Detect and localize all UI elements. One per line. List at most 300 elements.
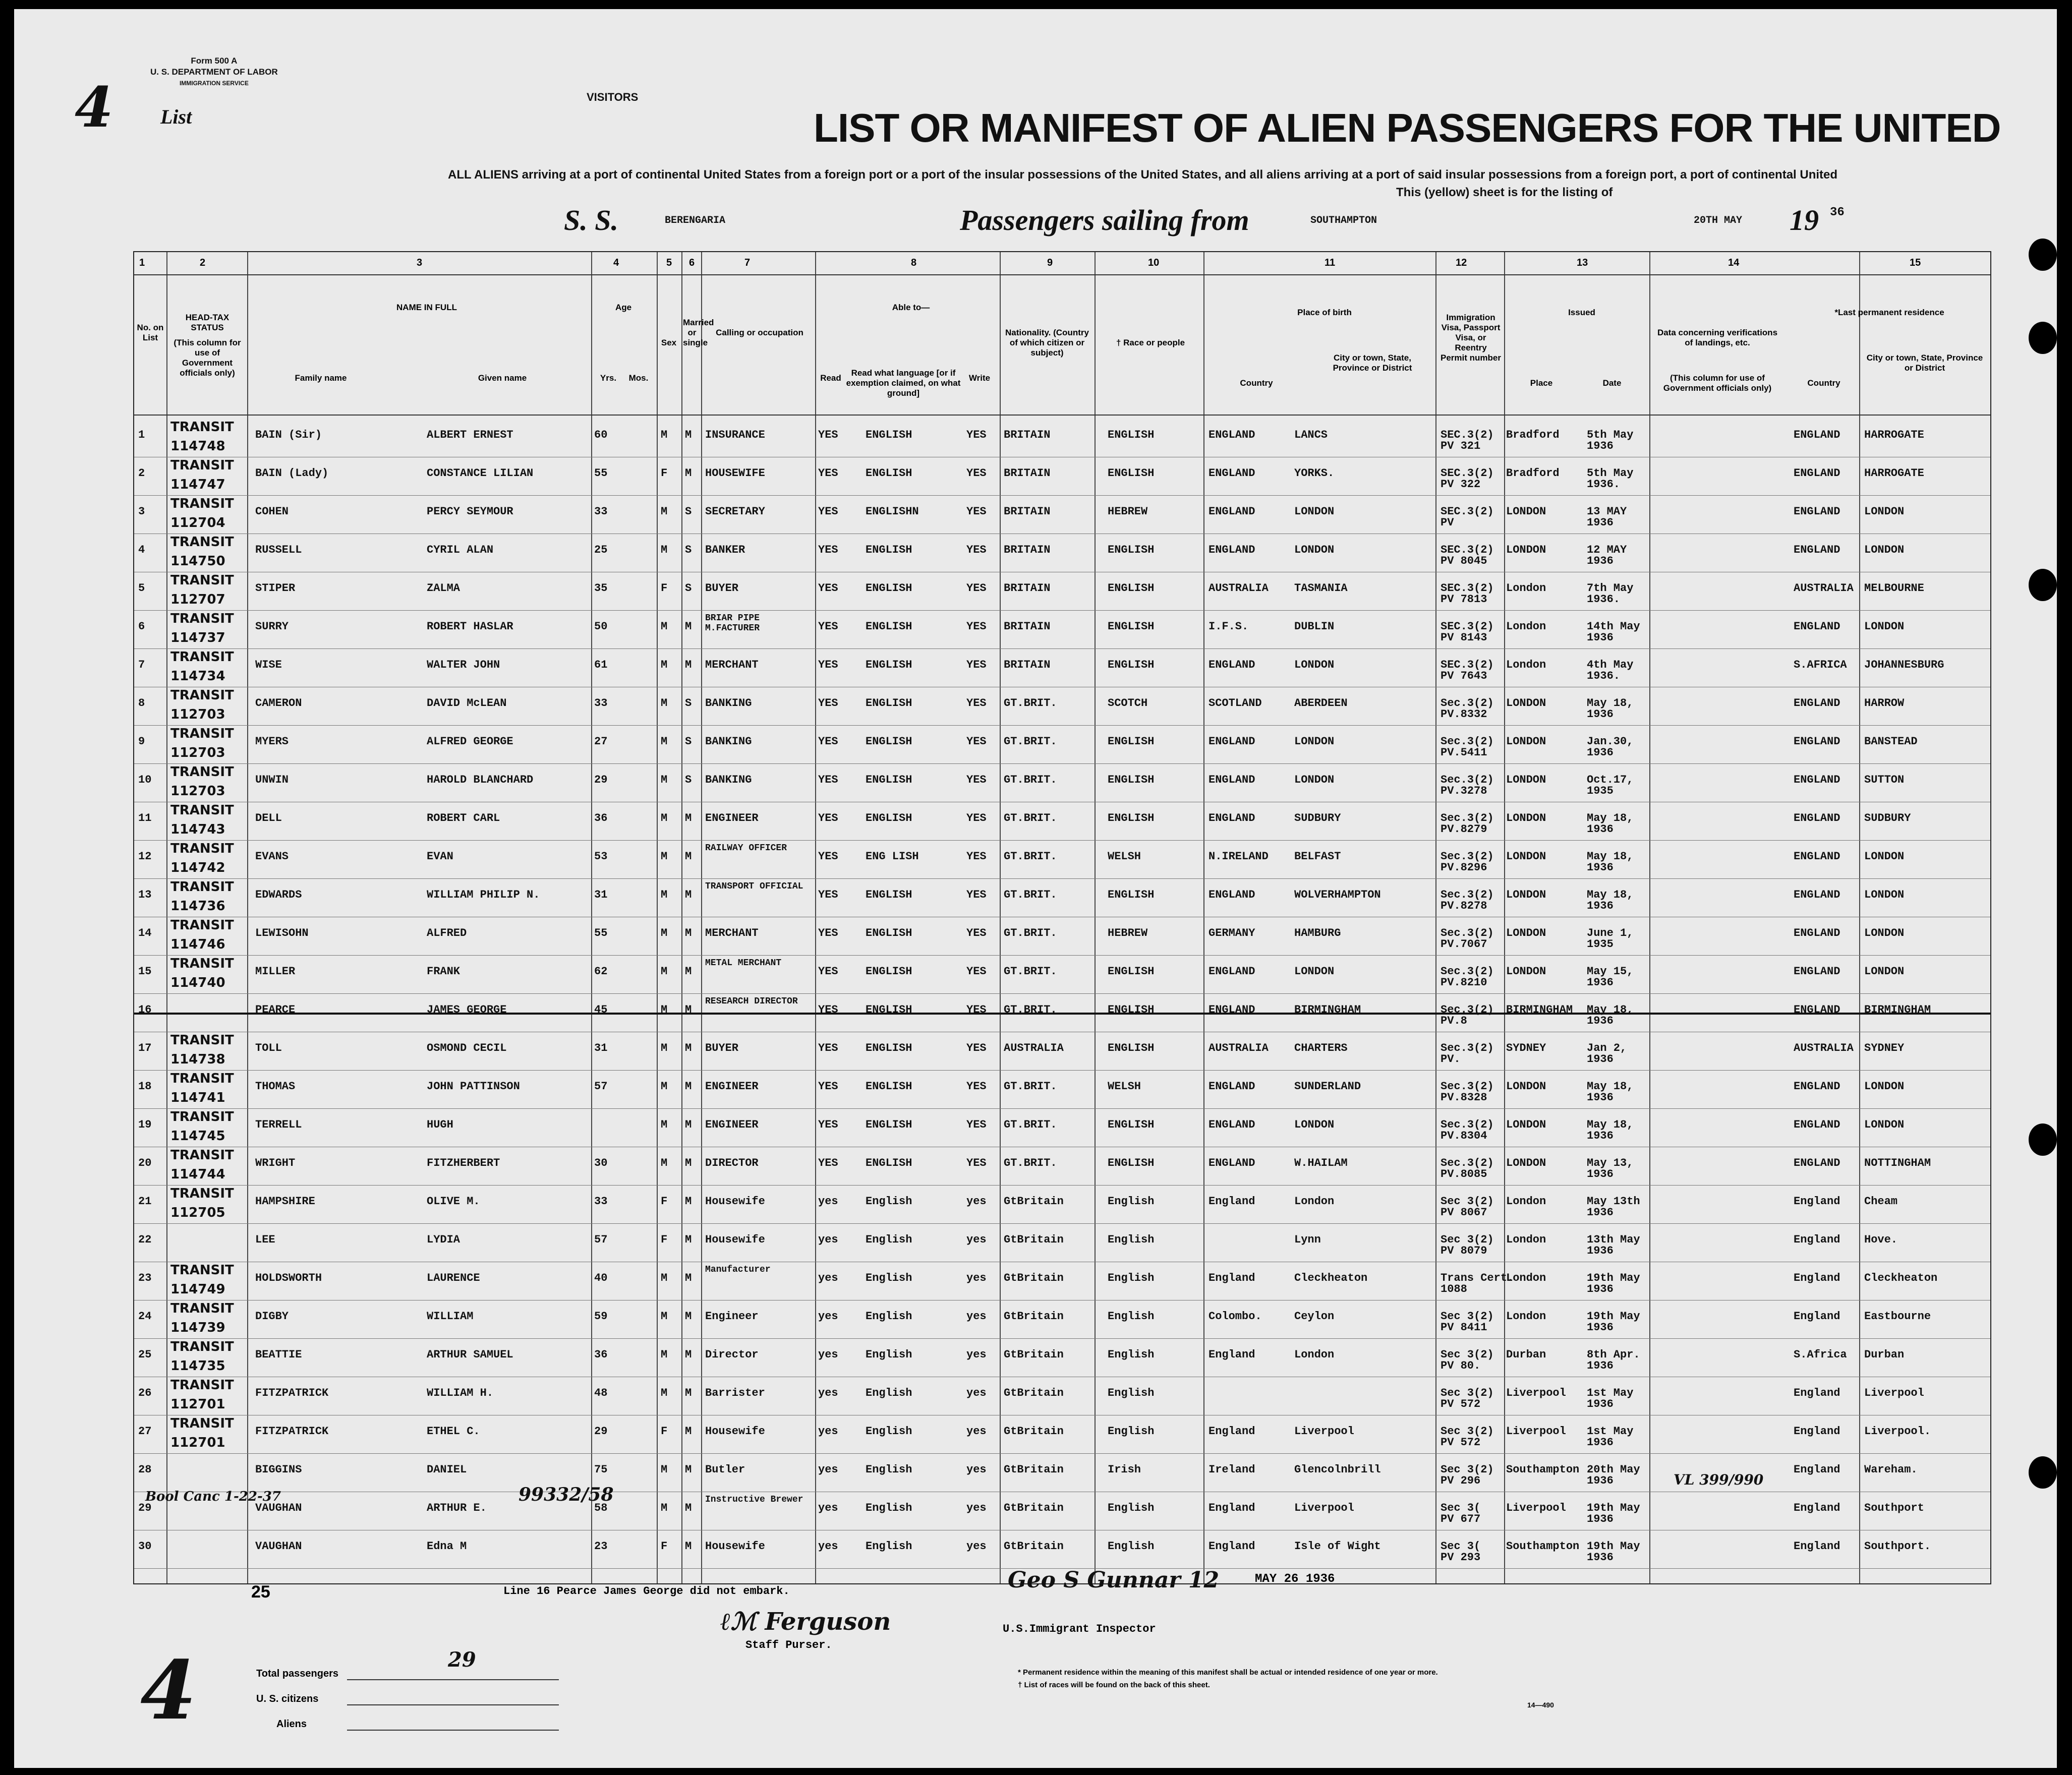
birth-country: AUSTRALIA xyxy=(1208,1042,1269,1054)
read: YES xyxy=(818,850,838,863)
issue-year: 1936 xyxy=(1587,861,1614,874)
issue-place: Liverpool xyxy=(1506,1502,1566,1514)
occupation: BANKING xyxy=(705,697,752,709)
sex: M xyxy=(661,1502,668,1514)
occupation: ENGINEER xyxy=(705,812,759,824)
birth-city: Glencolnbrill xyxy=(1294,1463,1381,1476)
headtax-status: TRANSIT xyxy=(170,1071,234,1086)
row-number: 23 xyxy=(138,1272,152,1284)
language: English xyxy=(866,1348,912,1361)
residence-country: ENGLAND xyxy=(1794,1003,1840,1016)
header-sex: Sex xyxy=(661,338,677,347)
given-name: OSMOND CECIL xyxy=(427,1042,507,1054)
column-number: 3 xyxy=(417,257,423,268)
birth-city: DUBLIN xyxy=(1294,620,1335,633)
given-name: FITZHERBERT xyxy=(427,1157,500,1169)
marital-status: M xyxy=(685,1540,692,1553)
column-number: 13 xyxy=(1577,257,1588,268)
header-language: Read what language [or if exemption claimed, on what ground] xyxy=(846,368,961,398)
visa: Sec.3(2) xyxy=(1441,965,1494,978)
residence-city: Durban xyxy=(1864,1348,1905,1361)
family-name: VAUGHAN xyxy=(255,1502,302,1514)
sex: M xyxy=(661,889,668,901)
header-able: Able to— xyxy=(892,303,930,312)
visa-number: PV.8 xyxy=(1441,1015,1467,1027)
language: ENGLISH xyxy=(866,927,912,939)
visa-number: PV.8332 xyxy=(1441,708,1487,721)
residence-country: England xyxy=(1794,1272,1840,1284)
read: YES xyxy=(818,889,838,901)
headtax-status: TRANSIT xyxy=(170,535,234,550)
language: ENGLISH xyxy=(866,1003,912,1016)
row-number: 29 xyxy=(138,1502,152,1514)
issue-date: 4th May xyxy=(1587,659,1634,671)
visa-number: PV.8210 xyxy=(1441,976,1487,989)
visa-number: PV 7813 xyxy=(1441,593,1487,606)
residence-city: NOTTINGHAM xyxy=(1864,1157,1931,1169)
issue-year: 1936 xyxy=(1587,1551,1614,1564)
given-name: WILLIAM xyxy=(427,1310,474,1323)
headtax-status: TRANSIT xyxy=(170,611,234,626)
column-number: 15 xyxy=(1910,257,1921,268)
column-number: 7 xyxy=(744,257,751,268)
aliens-label: Aliens xyxy=(276,1719,307,1730)
column-divider xyxy=(591,252,592,1583)
read: YES xyxy=(818,1157,838,1169)
headtax-number: 114742 xyxy=(170,860,225,875)
race: ENGLISH xyxy=(1108,429,1155,441)
issue-place: Liverpool xyxy=(1506,1425,1566,1438)
occupation: RESEARCH DIRECTOR xyxy=(705,996,798,1007)
form-identifier: Form 500 A U. S. DEPARTMENT OF LABOR IMMIGRATION SERVICE xyxy=(150,56,278,87)
residence-country: ENGLAND xyxy=(1794,429,1840,441)
headtax-status: TRANSIT xyxy=(170,1416,234,1431)
marital-status: M xyxy=(685,659,692,671)
issue-year: 1936 xyxy=(1587,1168,1614,1180)
family-name: CAMERON xyxy=(255,697,302,709)
read: yes xyxy=(818,1195,838,1208)
read: YES xyxy=(818,505,838,518)
headtax-number: 112703 xyxy=(170,784,225,799)
age-years: 53 xyxy=(594,850,608,863)
issue-place: London xyxy=(1506,1195,1546,1208)
sex: F xyxy=(661,582,668,595)
birth-country: England xyxy=(1208,1540,1255,1553)
residence-country: ENGLAND xyxy=(1794,735,1840,748)
issue-place: LONDON xyxy=(1506,544,1546,556)
sex: M xyxy=(661,1042,668,1054)
row-number: 27 xyxy=(138,1425,152,1438)
language: ENGLISH xyxy=(866,544,912,556)
residence-country: AUSTRALIA xyxy=(1794,1042,1854,1054)
row-number: 25 xyxy=(138,1348,152,1361)
cancellation-note: Bool Canc 1-22-37 xyxy=(145,1489,281,1504)
footnote-residence: * Permanent residence within the meaning of this manifest shall be actual or intended residence of one year or more. xyxy=(1018,1668,1438,1677)
birth-city: WOLVERHAMPTON xyxy=(1294,889,1381,901)
marital-status: M xyxy=(685,1502,692,1514)
race: ENGLISH xyxy=(1108,467,1155,480)
row-rule xyxy=(134,725,1990,726)
birth-country: England xyxy=(1208,1348,1255,1361)
issue-place: LONDON xyxy=(1506,735,1546,748)
given-name: ROBERT HASLAR xyxy=(427,620,513,633)
visa: Sec.3(2) xyxy=(1441,1003,1494,1016)
issue-year: 1936 xyxy=(1587,440,1614,452)
visa-number: PV 7643 xyxy=(1441,670,1487,682)
column-divider xyxy=(1203,252,1204,1583)
occupation: RAILWAY OFFICER xyxy=(705,843,787,853)
write: YES xyxy=(966,1003,987,1016)
issue-date: 14th May xyxy=(1587,620,1640,633)
manifest-subtitle-2: This (yellow) sheet is for the listing of xyxy=(1396,186,1613,199)
family-name: WRIGHT xyxy=(255,1157,296,1169)
family-name: COHEN xyxy=(255,505,289,518)
issue-place: LONDON xyxy=(1506,1080,1546,1093)
write: YES xyxy=(966,697,987,709)
issue-year: 1936 xyxy=(1587,1130,1614,1142)
column-divider xyxy=(815,252,816,1583)
column-divider xyxy=(1000,252,1001,1583)
row-rule xyxy=(134,1185,1990,1186)
visa: Sec.3(2) xyxy=(1441,1157,1494,1169)
residence-city: SUTTON xyxy=(1864,774,1905,786)
issue-date: May 18, xyxy=(1587,850,1634,863)
marital-status: M xyxy=(685,1463,692,1476)
issue-date: 5th May xyxy=(1587,429,1634,441)
family-name: WISE xyxy=(255,659,282,671)
visa: Sec.3(2) xyxy=(1441,812,1494,824)
residence-country: ENGLAND xyxy=(1794,697,1840,709)
residence-city: LONDON xyxy=(1864,1118,1905,1131)
given-name: ALFRED GEORGE xyxy=(427,735,513,748)
nationality: GT.BRIT. xyxy=(1004,735,1057,748)
occupation: SECRETARY xyxy=(705,505,765,518)
headtax-number: 112701 xyxy=(170,1397,225,1412)
occupation: Barrister xyxy=(705,1387,765,1399)
read: yes xyxy=(818,1425,838,1438)
issue-date: Jan 2, xyxy=(1587,1042,1627,1054)
column-number: 1 xyxy=(139,257,145,268)
marital-status: S xyxy=(685,544,692,556)
row-number: 10 xyxy=(138,774,152,786)
sex: M xyxy=(661,735,668,748)
given-name: LYDIA xyxy=(427,1233,461,1246)
race: ENGLISH xyxy=(1108,620,1155,633)
headtax-number: 114743 xyxy=(170,822,225,837)
read: YES xyxy=(818,582,838,595)
birth-country: ENGLAND xyxy=(1208,429,1255,441)
age-years: 30 xyxy=(594,1157,608,1169)
header-city: City or town, State, Province or District xyxy=(1333,353,1412,373)
birth-country: GERMANY xyxy=(1208,927,1255,939)
header-headtax-note: (This column for use of Government officials only) xyxy=(174,338,241,378)
language: English xyxy=(866,1387,912,1399)
issue-year: 1936 xyxy=(1587,1398,1614,1410)
headtax-status: TRANSIT xyxy=(170,1339,234,1354)
visa-number: PV 8067 xyxy=(1441,1206,1487,1219)
issue-place: LONDON xyxy=(1506,850,1546,863)
write: YES xyxy=(966,1080,987,1093)
headtax-number: 114740 xyxy=(170,975,225,990)
visa-number: PV.3278 xyxy=(1441,785,1487,797)
language: ENGLISH xyxy=(866,697,912,709)
marital-status: M xyxy=(685,1080,692,1093)
issue-year: 1936. xyxy=(1587,478,1621,491)
given-name: HAROLD BLANCHARD xyxy=(427,774,534,786)
issue-date: 13th May xyxy=(1587,1233,1640,1246)
sailing-label: Passengers sailing from xyxy=(960,204,1249,236)
family-name: BIGGINS xyxy=(255,1463,302,1476)
header-name: NAME IN FULL xyxy=(396,303,457,312)
birth-city: Ceylon xyxy=(1294,1310,1335,1323)
ship-name: BERENGARIA xyxy=(665,215,726,226)
residence-city: LONDON xyxy=(1864,1080,1905,1093)
read: YES xyxy=(818,620,838,633)
language: ENGLISH xyxy=(866,965,912,978)
visa-number: PV.7067 xyxy=(1441,938,1487,951)
marital-status: S xyxy=(685,697,692,709)
nationality: GtBritain xyxy=(1004,1195,1064,1208)
write: yes xyxy=(966,1502,987,1514)
residence-city: Eastbourne xyxy=(1864,1310,1931,1323)
given-name: DAVID McLEAN xyxy=(427,697,507,709)
visa: Sec.3(2) xyxy=(1441,697,1494,709)
residence-city: Hove. xyxy=(1864,1233,1898,1246)
issue-date: May 18, xyxy=(1587,697,1634,709)
residence-country: England xyxy=(1794,1540,1840,1553)
residence-city: Southport. xyxy=(1864,1540,1931,1553)
headtax-number: 112703 xyxy=(170,707,225,722)
column-divider xyxy=(1095,252,1096,1583)
issue-year: 1936 xyxy=(1587,976,1614,989)
family-name: FITZPATRICK xyxy=(255,1387,329,1399)
row-rule xyxy=(134,1070,1990,1071)
residence-city: BIRMINGHAM xyxy=(1864,1003,1931,1016)
visa-number: PV.8278 xyxy=(1441,900,1487,912)
residence-city: LONDON xyxy=(1864,850,1905,863)
sex: M xyxy=(661,1118,668,1131)
visa-number: PV.8085 xyxy=(1441,1168,1487,1180)
marital-status: M xyxy=(685,1042,692,1054)
language: English xyxy=(866,1502,912,1514)
nationality: GT.BRIT. xyxy=(1004,774,1057,786)
issue-date: May 13th xyxy=(1587,1195,1640,1208)
birth-city: ABERDEEN xyxy=(1294,697,1348,709)
sex: M xyxy=(661,429,668,441)
read: YES xyxy=(818,429,838,441)
headtax-number: 114736 xyxy=(170,899,225,914)
birth-city: Cleckheaton xyxy=(1294,1272,1368,1284)
issue-year: 1936 xyxy=(1587,1091,1614,1104)
us-citizens-line xyxy=(347,1704,559,1705)
age-years: 27 xyxy=(594,735,608,748)
sex: M xyxy=(661,1080,668,1093)
birth-country: ENGLAND xyxy=(1208,965,1255,978)
occupation: ENGINEER xyxy=(705,1080,759,1093)
birth-city: London xyxy=(1294,1195,1335,1208)
family-name: UNWIN xyxy=(255,774,289,786)
stamp-date: MAY 26 1936 xyxy=(1255,1572,1335,1586)
issue-year: 1936 xyxy=(1587,1513,1614,1525)
age-years: 35 xyxy=(594,582,608,595)
read: YES xyxy=(818,812,838,824)
birth-country: England xyxy=(1208,1195,1255,1208)
age-years: 61 xyxy=(594,659,608,671)
header-given: Given name xyxy=(478,373,527,383)
birth-country: ENGLAND xyxy=(1208,774,1255,786)
residence-city: LONDON xyxy=(1864,889,1905,901)
residence-city: MELBOURNE xyxy=(1864,582,1924,595)
language: ENGLISH xyxy=(866,1118,912,1131)
row-number: 14 xyxy=(138,927,152,939)
birth-city: SUNDERLAND xyxy=(1294,1080,1361,1093)
marital-status: M xyxy=(685,1310,692,1323)
row-rule xyxy=(134,763,1990,764)
visa: Sec.3(2) xyxy=(1441,774,1494,786)
birth-city: BIRMINGHAM xyxy=(1294,1003,1361,1016)
header-rule xyxy=(134,274,1990,275)
age-years: 36 xyxy=(594,1348,608,1361)
marital-status: M xyxy=(685,1425,692,1438)
row-number: 17 xyxy=(138,1042,152,1054)
visa-number: PV 8045 xyxy=(1441,555,1487,567)
marital-status: M xyxy=(685,1003,692,1016)
write: YES xyxy=(966,505,987,518)
issue-date: 1st May xyxy=(1587,1387,1634,1399)
row-number: 16 xyxy=(138,1003,152,1016)
write: yes xyxy=(966,1425,987,1438)
aliens-line xyxy=(347,1730,559,1731)
issue-year: 1936 xyxy=(1587,516,1614,529)
residence-country: England xyxy=(1794,1425,1840,1438)
visa: Sec.3(2) xyxy=(1441,1118,1494,1131)
nationality: BRITAIN xyxy=(1004,620,1051,633)
headtax-status: TRANSIT xyxy=(170,1301,234,1316)
residence-city: HARROGATE xyxy=(1864,429,1924,441)
issue-place: London xyxy=(1506,1272,1546,1284)
nationality: GT.BRIT. xyxy=(1004,1003,1057,1016)
language: ENGLISH xyxy=(866,1157,912,1169)
race: ENGLISH xyxy=(1108,1042,1155,1054)
row-number: 20 xyxy=(138,1157,152,1169)
sex: M xyxy=(661,659,668,671)
write: yes xyxy=(966,1348,987,1361)
occupation: Instructive Brewer xyxy=(705,1495,803,1505)
language: ENGLISH xyxy=(866,812,912,824)
language: ENGLISHN xyxy=(866,505,919,518)
row-number: 3 xyxy=(138,505,145,518)
language: English xyxy=(866,1463,912,1476)
issue-year: 1936 xyxy=(1587,1359,1614,1372)
birth-city: Lynn xyxy=(1294,1233,1321,1246)
age-years: 40 xyxy=(594,1272,608,1284)
row-rule xyxy=(134,993,1990,994)
departure-port: SOUTHAMPTON xyxy=(1310,215,1377,226)
total-passengers-handwritten: 29 xyxy=(448,1648,476,1672)
residence-country: S.Africa xyxy=(1794,1348,1847,1361)
issue-place: LONDON xyxy=(1506,1118,1546,1131)
age-years: 58 xyxy=(594,1502,608,1514)
nationality: GT.BRIT. xyxy=(1004,812,1057,824)
headtax-status: TRANSIT xyxy=(170,1148,234,1163)
nationality: GtBritain xyxy=(1004,1540,1064,1553)
punch-hole xyxy=(2029,1123,2057,1156)
year-prefix: 19 xyxy=(1790,204,1819,236)
sex: M xyxy=(661,1157,668,1169)
nationality: GtBritain xyxy=(1004,1463,1064,1476)
age-years: 29 xyxy=(594,1425,608,1438)
birth-country: N.IRELAND xyxy=(1208,850,1269,863)
nationality: GtBritain xyxy=(1004,1310,1064,1323)
occupation: TRANSPORT OFFICIAL xyxy=(705,881,803,892)
age-years: 50 xyxy=(594,620,608,633)
visa-number: PV 8079 xyxy=(1441,1245,1487,1257)
residence-country: ENGLAND xyxy=(1794,812,1840,824)
nationality: BRITAIN xyxy=(1004,659,1051,671)
headtax-status: TRANSIT xyxy=(170,956,234,971)
issue-place: London xyxy=(1506,620,1546,633)
visa-number: PV 8143 xyxy=(1441,631,1487,644)
write: yes xyxy=(966,1540,987,1553)
column-divider xyxy=(681,252,682,1583)
headtax-number: 114738 xyxy=(170,1052,225,1067)
age-years: 33 xyxy=(594,505,608,518)
sex: F xyxy=(661,1233,668,1246)
family-name: LEWISOHN xyxy=(255,927,309,939)
sex: M xyxy=(661,1310,668,1323)
issue-year: 1936 xyxy=(1587,1245,1614,1257)
issue-year: 1936. xyxy=(1587,670,1621,682)
headtax-status: TRANSIT xyxy=(170,573,234,588)
nationality: GT.BRIT. xyxy=(1004,850,1057,863)
occupation: Housewife xyxy=(705,1195,765,1208)
row-number: 7 xyxy=(138,659,145,671)
visa-number: PV xyxy=(1441,516,1454,529)
read: YES xyxy=(818,467,838,480)
visa: Sec 3(2) xyxy=(1441,1387,1494,1399)
headtax-number: 114748 xyxy=(170,439,225,454)
headtax-status: TRANSIT xyxy=(170,1109,234,1125)
language: English xyxy=(866,1195,912,1208)
family-name: FITZPATRICK xyxy=(255,1425,329,1438)
visa: Sec 3(2) xyxy=(1441,1233,1494,1246)
headtax-number: 112704 xyxy=(170,515,225,530)
issue-year: 1936 xyxy=(1587,1436,1614,1449)
residence-city: Wareham. xyxy=(1864,1463,1918,1476)
write: yes xyxy=(966,1387,987,1399)
header-yrs: Yrs. xyxy=(600,373,617,383)
family-name: DELL xyxy=(255,812,282,824)
header-rule xyxy=(134,415,1990,416)
visa-number: PV.8328 xyxy=(1441,1091,1487,1104)
headtax-number: 114737 xyxy=(170,630,225,645)
residence-country: AUSTRALIA xyxy=(1794,582,1854,595)
nationality: GtBritain xyxy=(1004,1425,1064,1438)
header-mos: Mos. xyxy=(628,373,649,383)
visa: Trans Cert. xyxy=(1441,1272,1514,1284)
issue-date: Jan.30, xyxy=(1587,735,1634,748)
race: ENGLISH xyxy=(1108,659,1155,671)
given-name: Edna M xyxy=(427,1540,467,1553)
nationality: GtBritain xyxy=(1004,1233,1064,1246)
nationality: GT.BRIT. xyxy=(1004,1118,1057,1131)
nationality: BRITAIN xyxy=(1004,582,1051,595)
given-name: CONSTANCE LILIAN xyxy=(427,467,534,480)
race: ENGLISH xyxy=(1108,735,1155,748)
birth-country: ENGLAND xyxy=(1208,505,1255,518)
language: English xyxy=(866,1425,912,1438)
race: SCOTCH xyxy=(1108,697,1148,709)
